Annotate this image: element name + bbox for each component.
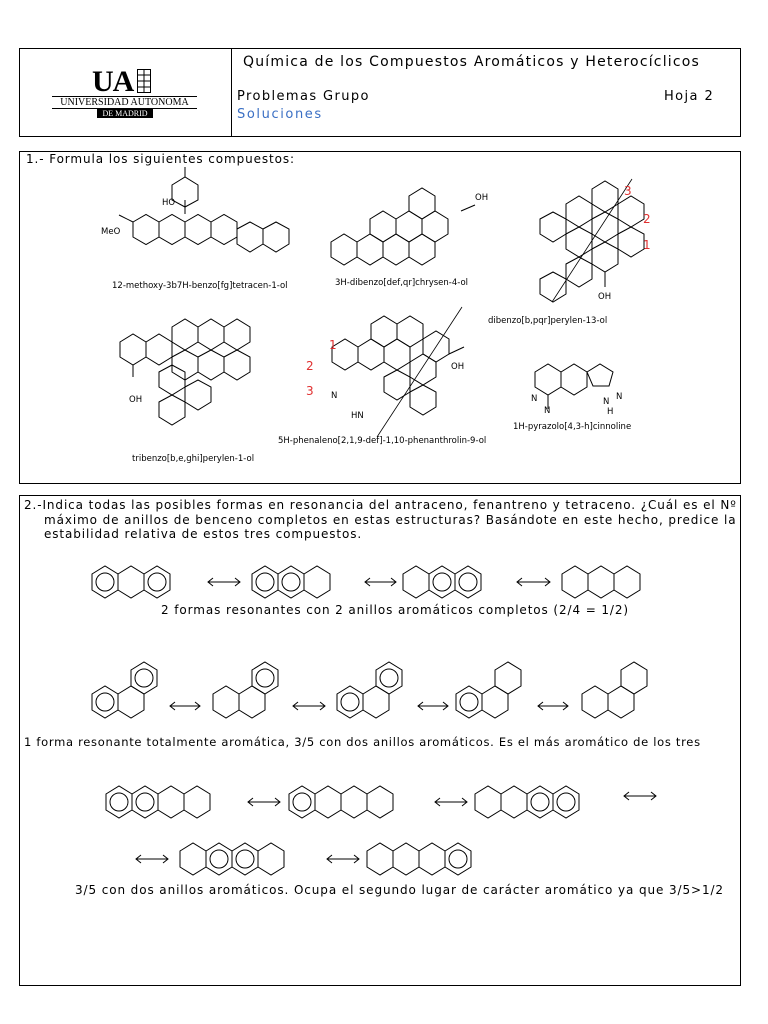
c6-n-label-2: N [544, 406, 551, 416]
c5-hn-label: HN [351, 411, 364, 421]
phenanthrene-form-5 [582, 662, 647, 718]
c3-number-3: 3 [624, 184, 632, 198]
structure-4 [120, 319, 250, 425]
phenanthrene-conclusion: 1 forma resonante totalmente aromática, 3/5 con dos anillos aromáticos. Es el más aromático de los tres [24, 735, 701, 749]
c4-oh-label: OH [129, 395, 143, 405]
header-table [19, 48, 741, 137]
c6-name: 1H-pyrazolo[4,3-h]cinnoline [513, 422, 632, 432]
anthracene-conclusion: 2 formas resonantes con 2 anillos aromáticos completos (2/4 = 1/2) [161, 603, 629, 617]
c3-number-1: 1 [643, 238, 651, 252]
question-2 [19, 495, 741, 986]
c3-oh-label: OH [598, 292, 612, 302]
phenanthrene-form-1 [92, 662, 157, 718]
c2-name: 3H-dibenzo[def,qr]chrysen-4-ol [335, 278, 469, 288]
c6-h-label: H [607, 407, 614, 417]
logo-university-name: UNIVERSIDAD AUTONOMA [52, 96, 197, 109]
c6-n-label-3: N [616, 392, 623, 402]
course-title: Química de los Compuestos Aromáticos y Heterocíclicos [243, 54, 701, 70]
c3-name: dibenzo[b,pqr]perylen-13-ol [488, 316, 608, 326]
question-1 [19, 151, 741, 484]
tetracene-form-2 [289, 786, 393, 818]
tetracene-form-5 [367, 843, 471, 875]
logo-subtitle: DE MADRID [97, 109, 153, 118]
problems-label: Problemas Grupo [237, 89, 370, 104]
q2-prompt-line-1: 2.-Indica todas las posibles formas en resonancia del antraceno, fenantreno y tetraceno. ¿Cuál es el Nº [24, 498, 737, 512]
q2-prompt-line-3: estabilidad relativa de estos tres compuestos. [44, 527, 363, 541]
c3-number-2: 2 [643, 212, 651, 226]
structure-6 [535, 364, 613, 409]
q2-prompt-line-2: máximo de anillos de benceno completos en estas estructuras? Basándote en este hecho, predice la [44, 513, 737, 527]
structure-2 [331, 188, 475, 265]
tetracene-form-1 [106, 786, 210, 818]
c5-oh-label: OH [451, 362, 465, 372]
c2-oh-label: OH [475, 193, 489, 203]
c6-n-label-1: N [531, 394, 538, 404]
anthracene-form-2 [252, 566, 330, 598]
phenanthrene-form-2 [213, 662, 278, 718]
tetracene-conclusion: 3/5 con dos anillos aromáticos. Ocupa el segundo lugar de carácter aromático ya que 3/5>1/2 [75, 883, 724, 897]
c1-meo-label: MeO [101, 227, 121, 237]
anthracene-form-1 [92, 566, 170, 598]
phenanthrene-form-3 [337, 662, 402, 718]
c4-name: tribenzo[b,e,ghi]perylen-1-ol [132, 454, 255, 464]
c1-ho-label: HO [162, 198, 176, 208]
c5-number-3: 3 [306, 384, 314, 398]
c5-number-1: 1 [329, 338, 337, 352]
tetracene-form-3 [475, 786, 579, 818]
anthracene-form-3 [403, 566, 481, 598]
logo-mark: UA [92, 65, 134, 98]
solutions-label: Soluciones [237, 107, 323, 122]
structure-1 [119, 167, 289, 252]
c5-name: 5H-phenaleno[2,1,9-def]-1,10-phenanthrolin-9-ol [278, 436, 487, 446]
q1-prompt: 1.- Formula los siguientes compuestos: [26, 152, 295, 166]
c1-name: 12-methoxy-3b7H-benzo[fg]tetracen-1-ol [112, 281, 288, 291]
phenanthrene-form-4 [456, 662, 521, 718]
c5-n-label: N [331, 391, 338, 401]
sheet-label: Hoja 2 [664, 89, 715, 104]
c6-n-label-4: N [603, 397, 610, 407]
logo-seal-icon [137, 69, 151, 93]
c5-number-2: 2 [306, 359, 314, 373]
anthracene-form-4 [562, 566, 640, 598]
tetracene-form-4 [180, 843, 284, 875]
university-logo [20, 49, 232, 136]
